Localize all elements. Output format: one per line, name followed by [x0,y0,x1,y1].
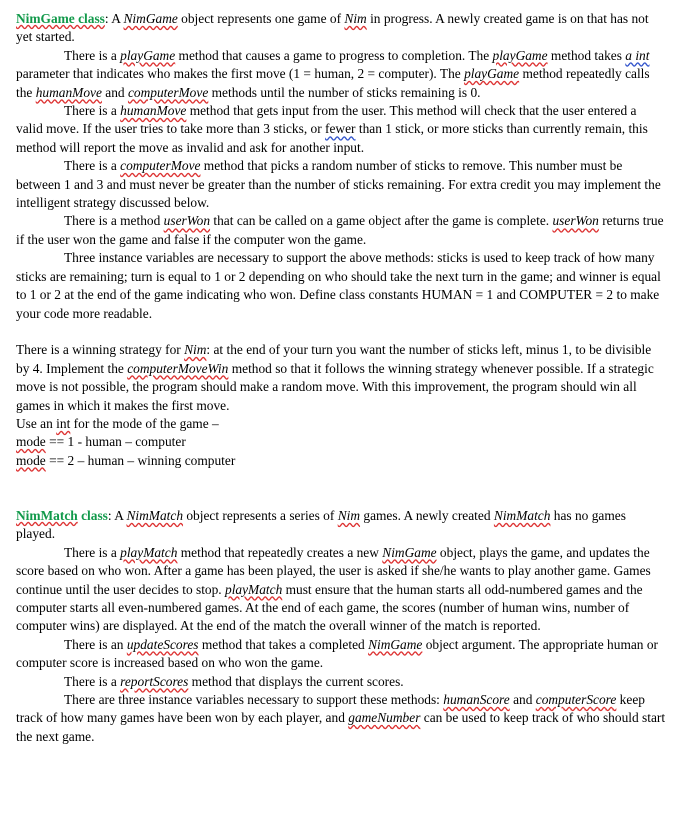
computermove-paragraph: There is a computerMove method that picks a random number of sticks to remove. This number must be between 1 and 3 and must never be greater than the number of sticks remaining. For extra credit you may implement the intelligent strategy discussed below. [16,158,661,211]
reportscores-paragraph: There is a reportScores method that displays the current scores. [64,673,404,689]
playgame-paragraph: There is a playGame method that causes a game to progress to completion. The playGame method takes a int parameter that indicates who makes the first move (1 = human, 2 = computer). The playGame method repeatedly calls the humanMove and computerMove methods until the number of sticks remaining is 0. [16,47,650,100]
humanmove-paragraph: There is a humanMove method that gets input from the user. This method will check that the user entered a valid move. If the user tries to take more than 3 sticks, or fewer than 1 stick, or more sticks than currently remain, this method will report the move as invalid and ask for another input. [16,103,648,155]
nimgame-intro: NimGame class: A NimGame object represents one game of Nim in progress. A newly created game is on that has not yet started. [16,11,649,45]
spacer [16,323,666,341]
mode-1-line: mode == 1 - human – computer [16,434,186,450]
updatescores-paragraph: There is an updateScores method that takes a completed NimGame object argument. The appropriate human or computer score is increased based on who won the game. [16,636,658,671]
nimmatch-intro: NimMatch class: A NimMatch object represents a series of Nim games. A newly created NimMatch has no games played. [16,507,626,542]
spacer [16,470,666,507]
instance-variables-paragraph: Three instance variables are necessary to support the above methods: sticks is used to keep track of how many sticks are remaining; turn is equal to 1 or 2 depending on who should take the next turn in the game; and winner is equal to 1 or 2 at the end of the game indicating who won. Define class constants HUMAN = 1 and COMPUTER = 2 to make your code more readable. [16,250,661,321]
mode-2-line: mode == 2 – human – winning computer [16,452,236,468]
nimmatch-heading: NimMatch [16,507,78,523]
playmatch-paragraph: There is a playMatch method that repeatedly creates a new NimGame object, plays the game, and updates the score based on who won. After a game has been played, the user is asked if she/he wants to play another game. Games continue until the user decides to stop. playMatch must ensure that the human starts all odd-numbered games and the computer starts all even-numbered games. At the end of each game, the scores (number of human wins, number of computer wins) are displayed. At the end of the match the overall winner of the match is reported. [16,544,651,634]
nimgame-heading: NimGame class [16,11,105,26]
document [16,10,666,746]
strategy-paragraph: There is a winning strategy for Nim: at the end of your turn you want the number of sticks left, minus 1, to be divisible by 4. Implement the computerMoveWin method so that it follows the winning strategy whenever possible. If a strategic move is not possible, the program should make a random move. With this improvement, the program should win all games in which it makes the first move. [16,342,654,413]
userwon-paragraph: There is a method userWon that can be called on a game object after the game is complete. userWon returns true if the user won the game and false if the computer won the game. [16,213,664,247]
match-instance-variables-paragraph: There are three instance variables necessary to support these methods: humanScore and computerScore keep track of how many games have been won by each player, and gameNumber can be used to keep track of who should start the next game. [16,692,666,744]
mode-line: Use an int for the mode of the game – [16,415,219,431]
